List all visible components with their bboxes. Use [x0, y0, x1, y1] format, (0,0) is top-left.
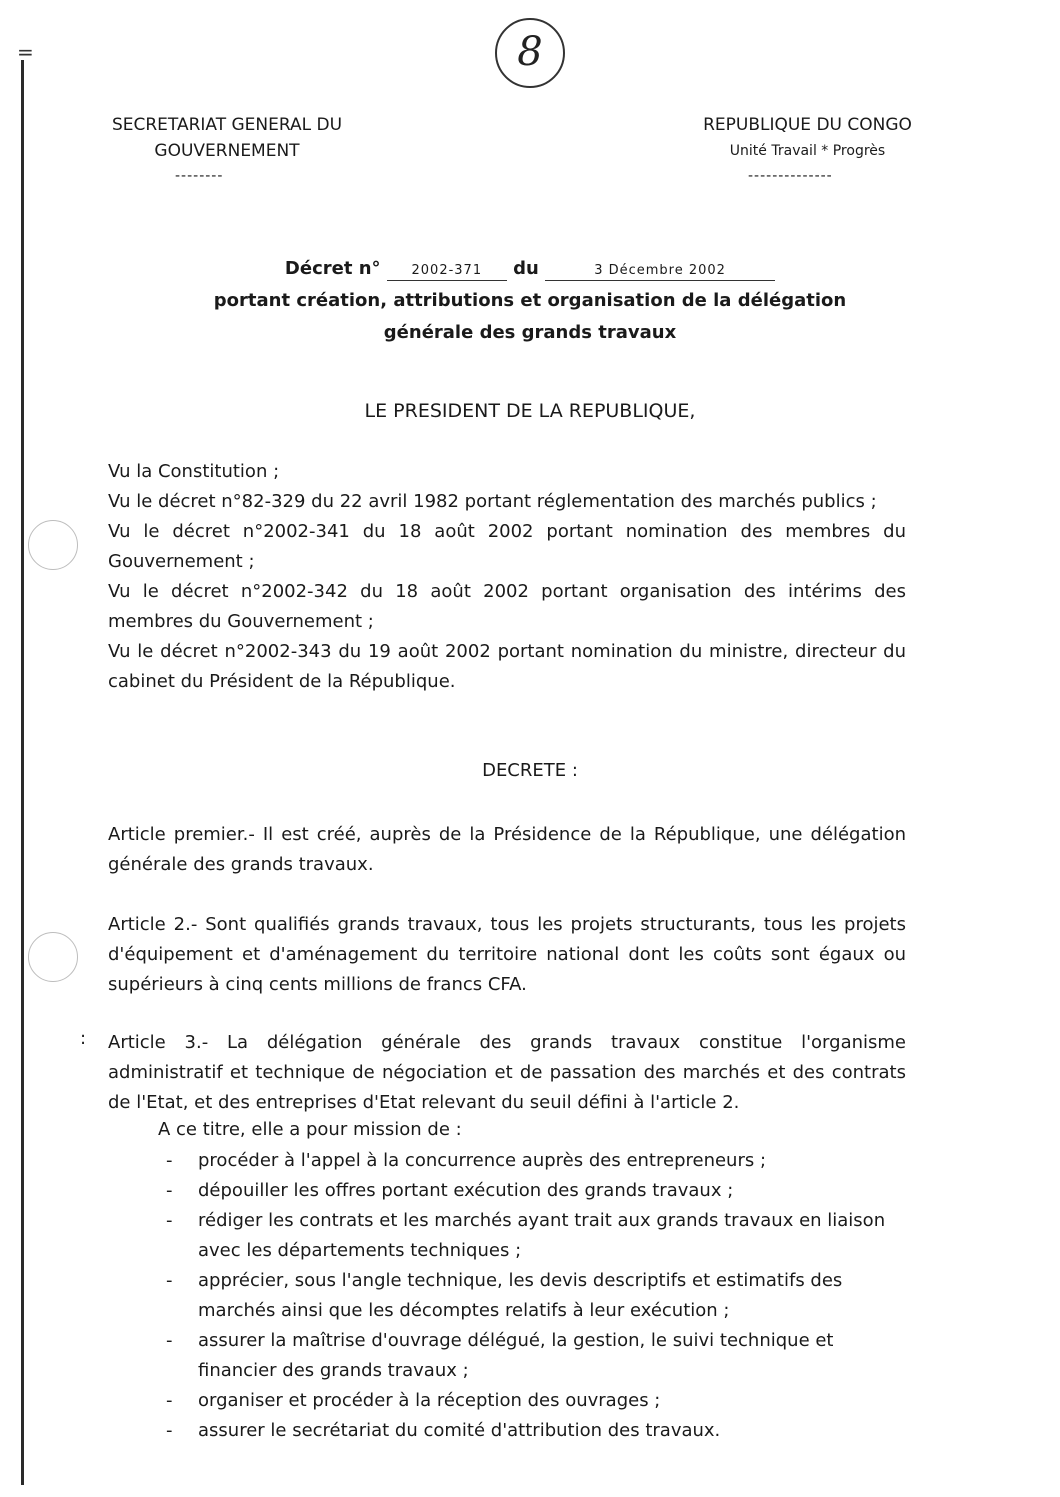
decree-title-line3: générale des grands travaux: [383, 322, 677, 343]
header-right-line2: Unité Travail * Progrès: [729, 143, 886, 159]
article-3: Article 3.- La délégation générale des grands travaux constitue l'organisme administratif et technique de négociation et de passation des marchés et des contrats de l'Etat, et des entreprises d'Etat relevant du seuil défini à l'article 2.: [108, 1032, 906, 1113]
header-right-dashes: --------------: [748, 168, 833, 184]
article-2: Article 2.- Sont qualifiés grands travaux, tous les projets structurants, tous les projets d'équipement et d'aménagement du territoire national dont les coûts sont égaux ou supérieurs à cinq cents millions de francs CFA.: [108, 914, 906, 995]
header-left: [82, 115, 372, 161]
punch-hole-2: [28, 932, 78, 982]
margin-mark: =: [17, 40, 34, 64]
visa-5: Vu le décret n°2002-343 du 19 août 2002 portant nomination du ministre, directeur du cabinet du Président de la République.: [108, 641, 906, 692]
header-left-line1: SECRETARIAT GENERAL DU: [111, 115, 343, 135]
visa-2: Vu le décret n°82-329 du 22 avril 1982 portant réglementation des marchés publics ;: [108, 491, 877, 512]
article-1: Article premier.- Il est créé, auprès de la Présidence de la République, une délégation générale des grands travaux.: [108, 824, 906, 875]
mission-item: - assurer le secrétariat du comité d'attribution des travaux.: [158, 1416, 908, 1446]
header-left-dashes: --------: [175, 168, 224, 184]
header-right-line1: REPUBLIQUE DU CONGO: [703, 115, 912, 135]
header-right: [670, 115, 945, 159]
mission-item: - apprécier, sous l'angle technique, les devis descriptifs et estimatifs des marchés ainsi que les décomptes relatifs à leur exécution ;: [158, 1266, 908, 1326]
decret-number: 2002-371: [387, 262, 507, 281]
visa-4: Vu le décret n°2002-342 du 18 août 2002 portant organisation des intérims des membres du Gouvernement ;: [108, 581, 906, 632]
mission-item: - rédiger les contrats et les marchés ayant trait aux grands travaux en liaison avec les départements techniques ;: [158, 1206, 908, 1266]
mission-intro: A ce titre, elle a pour mission de :: [158, 1119, 462, 1140]
decree-title: [120, 253, 940, 349]
decree-title-line1: [120, 253, 940, 285]
decret-date: 3 Décembre 2002: [545, 262, 775, 281]
decret-prefix: Décret n°: [284, 258, 381, 279]
visa-1: Vu la Constitution ;: [108, 461, 280, 482]
decree-title-line2: portant création, attributions et organisation de la délégation: [213, 290, 847, 311]
mission-item: - assurer la maîtrise d'ouvrage délégué, la gestion, le suivi technique et financier des grands travaux ;: [158, 1326, 908, 1386]
mission-item: - organiser et procéder à la réception des ouvrages ;: [158, 1386, 908, 1416]
mission-list: [158, 1146, 908, 1446]
mission-item: - dépouiller les offres portant exécution des grands travaux ;: [158, 1176, 908, 1206]
handwritten-page-number: 8: [495, 18, 565, 88]
president-heading: LE PRESIDENT DE LA REPUBLIQUE,: [364, 400, 696, 422]
punch-hole-1: [28, 520, 78, 570]
du-label: du: [513, 258, 539, 279]
decrete-heading: DECRETE :: [482, 760, 578, 781]
visa-3: Vu le décret n°2002-341 du 18 août 2002 portant nomination des membres du Gouvernement ;: [108, 521, 906, 572]
mission-item: - procéder à l'appel à la concurrence auprès des entrepreneurs ;: [158, 1146, 908, 1176]
margin-dot: :: [80, 1028, 87, 1049]
binding-margin-line: [21, 60, 24, 1485]
visas-section: [108, 457, 906, 697]
header-left-line2: GOUVERNEMENT: [154, 141, 300, 161]
